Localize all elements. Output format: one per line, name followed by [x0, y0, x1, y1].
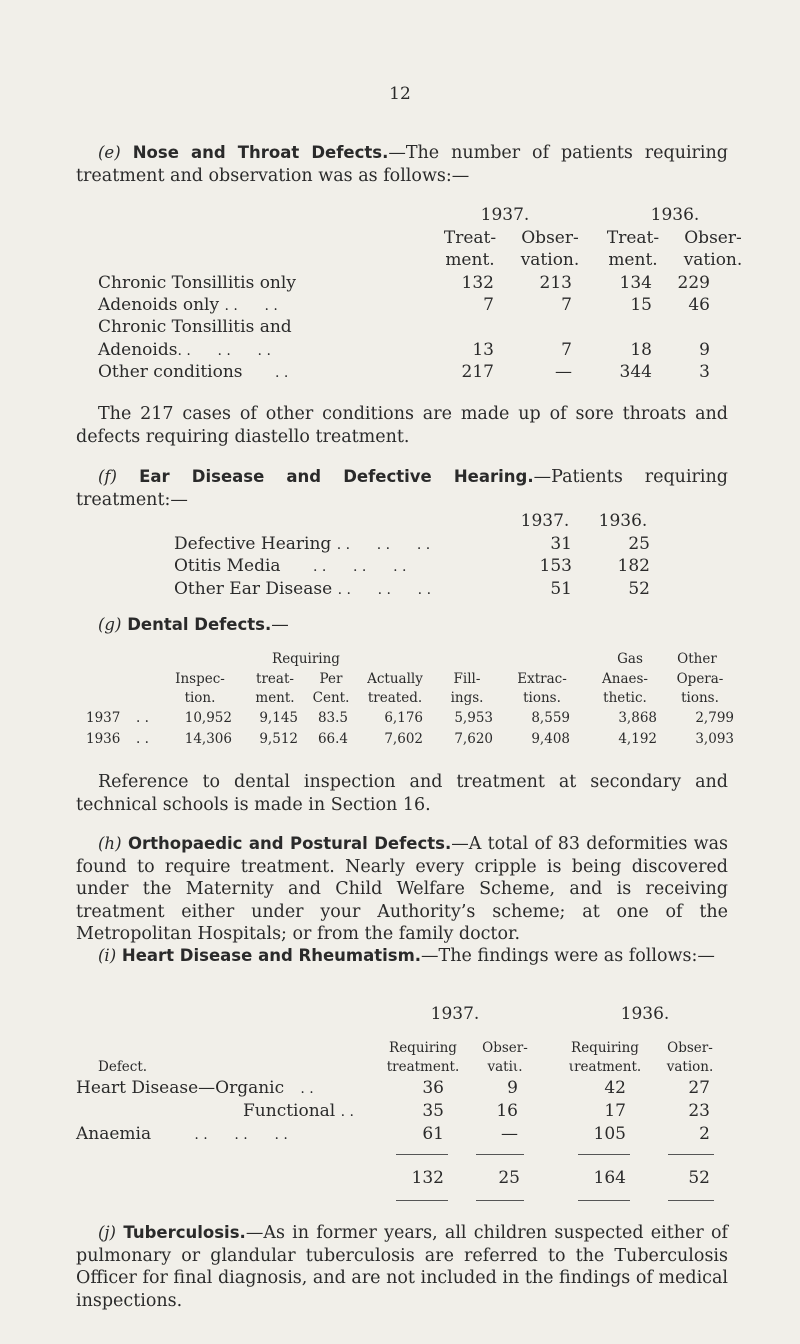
total-cell: 52	[688, 1168, 710, 1188]
row-label: Chronic Tonsillitis and	[98, 317, 292, 337]
cell: 9	[699, 340, 710, 360]
cell: 217	[461, 362, 494, 382]
year-1936: 1936.	[598, 511, 648, 531]
col-header: vation.	[666, 1059, 714, 1075]
ortho-paragraph: (h) Orthopaedic and Postural Defects.—A total of 83 deformities was found to require treatment. Nearly every cripple is being discovered under the Maternity and Child Welfare Scheme, and is receiving treatment either under your Authority’s scheme; at one of the Metropolitan Hospitals; or from the family doctor.	[76, 834, 728, 944]
cell: 153	[539, 556, 572, 576]
section-heading: Nose and Throat Defects.	[132, 143, 389, 162]
total-rule	[668, 1200, 714, 1201]
section-intro: —Patients requiring treatment:—	[76, 467, 728, 510]
cell: 7	[561, 295, 572, 315]
dental-note: Reference to dental inspection and treatment at secondary and technical schools is made in Section 16.	[76, 772, 728, 815]
nose-throat-note: The 217 cases of other conditions are made up of sore throats and defects requiring diastello treatment.	[76, 404, 728, 447]
col-header: treatment.	[386, 1059, 460, 1075]
cell: 7	[483, 295, 494, 315]
cell: 61	[422, 1124, 444, 1144]
cell: 7	[561, 340, 572, 360]
row-label: Other conditions . .	[98, 362, 289, 382]
year-1936: 1936.	[650, 205, 700, 225]
section-heading: Orthopaedic and Postural Defects.	[127, 834, 452, 853]
page-number: 12	[389, 84, 411, 104]
year-1937: 1937.	[430, 1004, 480, 1024]
year-1937: 1937.	[520, 511, 570, 531]
cell: 35	[422, 1101, 444, 1121]
cell: 229	[677, 273, 710, 293]
col-header: vation.	[683, 250, 743, 270]
tb-paragraph: (j) Tuberculosis.—As in former years, all children suspected either of pulmonary or glandular tuberculosis are referred to the Tuberculosis Officer for final diagnosis, and are not included in the findings of medical inspections.	[76, 1223, 728, 1311]
row-label: Anaemia . . . . . .	[76, 1124, 288, 1144]
col-header: vati⁠ι.	[487, 1059, 523, 1075]
defect-label: Defect.	[98, 1059, 148, 1075]
col-header: Obser-	[667, 1040, 713, 1056]
total-cell: 132	[411, 1168, 444, 1188]
total-rule	[578, 1200, 630, 1201]
col-header: Gas	[617, 651, 643, 667]
year-1936: 1936.	[620, 1004, 670, 1024]
total-rule	[396, 1154, 448, 1155]
cell: 3	[699, 362, 710, 382]
row-label: Defective Hearing . . . . . .	[174, 534, 431, 554]
total-rule	[476, 1200, 524, 1201]
col-header: ment.	[608, 250, 658, 270]
nose-throat-intro	[76, 142, 728, 187]
section-intro: —The number of patients requiring treatment and observation was as follows:—	[76, 143, 728, 186]
col-header: Treat-	[443, 228, 497, 248]
cell: 344	[619, 362, 652, 382]
row-label: Other Ear Disease . . . . . .	[174, 579, 432, 599]
cell: 18	[630, 340, 652, 360]
cell: 51	[550, 579, 572, 599]
col-header: Requiring	[389, 1040, 457, 1056]
cell: 2	[699, 1124, 710, 1144]
cell: 31	[550, 534, 572, 554]
cell: 13	[472, 340, 494, 360]
row-label: Functional . .	[243, 1101, 355, 1121]
section-letter: (i)	[98, 946, 117, 965]
col-header: vation.	[520, 250, 580, 270]
cell: —	[501, 1124, 518, 1144]
ear-intro	[76, 466, 728, 511]
col-header: Treat-	[606, 228, 660, 248]
section-letter: (g)	[98, 615, 122, 634]
cell: 27	[688, 1078, 710, 1098]
section-heading: Ear Disease and Defective Hearing.	[139, 467, 534, 486]
cell: 52	[628, 579, 650, 599]
row-label: Adenoids. . . . . .	[98, 340, 271, 360]
col-header: ment.	[445, 250, 495, 270]
section-heading: Dental Defects.	[127, 615, 272, 634]
cell: 42	[604, 1078, 626, 1098]
col-header: ιreatment.	[568, 1059, 642, 1075]
col-header: Requiring	[571, 1040, 639, 1056]
total-rule	[396, 1200, 448, 1201]
cell: 25	[628, 534, 650, 554]
col-header: Obser-	[684, 228, 742, 248]
total-cell: 25	[498, 1168, 520, 1188]
section-letter: (f)	[98, 467, 117, 486]
cell: 132	[461, 273, 494, 293]
dental-heading: (g) Dental Defects.—	[98, 615, 289, 635]
cell: 46	[688, 295, 710, 315]
total-cell: 164	[593, 1168, 626, 1188]
cell: 213	[539, 273, 572, 293]
cell: 17	[604, 1101, 626, 1121]
section-heading: Heart Disease and Rheumatism.	[121, 946, 422, 965]
cell: 105	[593, 1124, 626, 1144]
cell: 182	[617, 556, 650, 576]
section-letter: (h)	[98, 834, 122, 853]
cell: 23	[688, 1101, 710, 1121]
col-header: Requiring	[272, 651, 340, 667]
row-label: Adenoids only . . . .	[98, 295, 278, 315]
row-label: Otitis Media . . . . . .	[174, 556, 407, 576]
cell: 9	[507, 1078, 518, 1098]
section-letter: (e)	[98, 143, 121, 162]
total-rule	[668, 1154, 714, 1155]
year-1937: 1937.	[480, 205, 530, 225]
section-letter: (j)	[98, 1223, 116, 1242]
heart-intro: (i) Heart Disease and Rheumatism.—The findings were as follows:—	[98, 946, 715, 966]
page: 12 (e) Nose and Throat Defects.—The number of patients requiring treatment and observation was as follows:— 1937. 1936. Treat- ment. Obser- vation. Treat- ment. Obser- vation. Chronic Tonsillitis only 132 213 134 229 Adenoids only . . . . 7 7 15 46 Chronic Tonsillitis and Adenoids. . . . . . 13 7 18 9 Other conditions . . 217 — 344 3 The 217 cases of other conditions are made up of sore throats and defects requiring diastello treatment. (f) Ear Disease and Defective Hearing.—Patients requiring treatment:— 1937. 1936. Defective Hearing . . . . . . 31 25 Otitis Media . . . . . . 153 182 Other Ear Disease . . . . . . 51 52 (g) Dental Defects.— Requiring Gas Other Inspec- treat- Per Actually Fill- Extrac- Anaes- Opera- tion. ment. Cent. treated. ings. tions. thetic. tions. 1937 . . 10,952 9,145 83.5 6,176 5,953 8,559 3,868 2,799 1936 . . 14,306 9,512 66.4 7,602 7,620 9,408 4,192 3,093 Reference to dental inspection and treatment at secondary and technical schools is made in Section 16. (h) Orthopaedic and Postural Defects.—A total of 83 deformities was found to require treatment. Nearly every cripple is being discovered under the Maternity and Child Welfare Scheme, and is receiving treatment either under your Authority’s scheme; at one of the Metropolitan Hospitals; or from the family doctor. (i) Heart Disease and Rheumatism.—The findings were as follows:— 1937. 1936. Requiring treatment. Obser- vati⁠ι. Requiring ιreatment. Obser- vation. Defect. Heart Disease—Organic . . 36 9 42 27 Functional . . 35 16 17 23 Anaemia . . . . . . 61 — 105 2 132 25 164 52 (j) Tuberculosis.—As in former years, all children suspected either of pulmonary or glandular tuberculosis are referred to the Tuberculosis Officer for final diagnosis, and are not included in the findings of medical inspections.	[0, 0, 800, 1344]
cell: 36	[422, 1078, 444, 1098]
cell: 15	[630, 295, 652, 315]
total-rule	[578, 1154, 630, 1155]
cell: 16	[496, 1101, 518, 1121]
section-heading: Tuberculosis.	[123, 1223, 246, 1242]
row-label: Heart Disease—Organic . .	[76, 1078, 314, 1098]
cell: —	[555, 362, 572, 382]
row-label: Chronic Tonsillitis only	[98, 273, 296, 293]
col-header: Obser-	[482, 1040, 528, 1056]
col-header: Other	[677, 651, 717, 667]
total-rule	[476, 1154, 524, 1155]
col-header: Obser-	[521, 228, 579, 248]
cell: 134	[619, 273, 652, 293]
